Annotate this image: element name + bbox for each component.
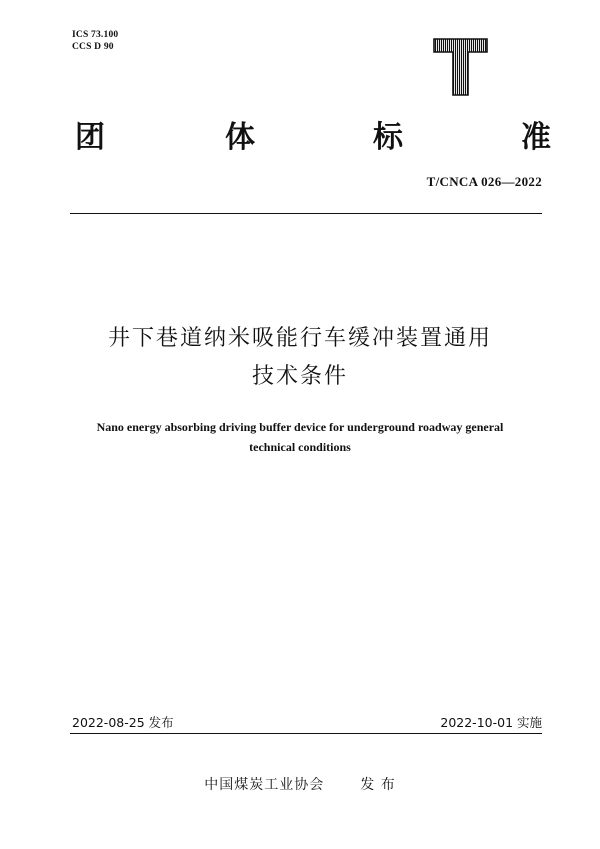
standard-number: T/CNCA 026—2022: [426, 174, 542, 189]
publisher-line: [0, 774, 600, 794]
ics-code: ICS 73.100: [72, 30, 119, 40]
top-divider: [70, 213, 542, 214]
publisher-org: 中国煤炭工业协会: [204, 777, 325, 793]
title-cn-line-1: 井下巷道纳米吸能行车缓冲装置通用: [107, 326, 492, 351]
ccs-code: CCS D 90: [72, 42, 114, 52]
standard-type-char-3: 标: [373, 120, 403, 155]
title-en-line-1: Nano energy absorbing driving buffer device for underground roadway general: [96, 420, 504, 434]
issue-date: 2022-08-25 发布: [72, 715, 174, 730]
standard-type-char-1: 团: [75, 120, 105, 155]
implementation-date: 2022-10-01 实施: [440, 715, 542, 730]
bottom-divider: [70, 733, 542, 734]
title-en-line-2: technical conditions: [249, 440, 351, 454]
title-cn-line-2: 技术条件: [251, 364, 348, 389]
standard-type-char-2: 体: [225, 120, 255, 155]
standard-mark-logo: [433, 38, 488, 96]
standard-type-char-4: 准: [521, 120, 551, 155]
standard-type-heading: [75, 118, 555, 158]
publisher-action: 发 布: [360, 777, 396, 793]
